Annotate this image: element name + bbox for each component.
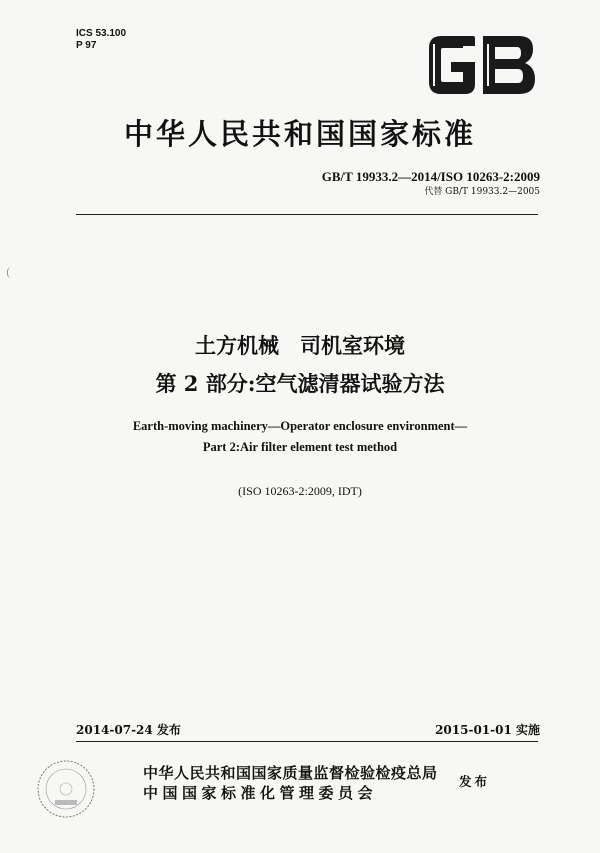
chinese-title-line-1: 土方机械 司机室环境	[195, 333, 405, 358]
margin-mark: (	[6, 266, 11, 279]
classification-codes	[76, 28, 126, 52]
gb-logo-icon	[425, 32, 537, 98]
replaces-note: 代替 GB/T 19933.2—2005	[424, 187, 540, 197]
issue-date: 2014-07-24 发布	[76, 723, 181, 737]
header-divider	[76, 214, 538, 215]
issuer-line-1: 中华人民共和国国家质量监督检验检疫总局	[143, 764, 438, 782]
organization-title: 中华人民共和国国家标准	[123, 117, 476, 151]
footer-divider	[76, 741, 538, 742]
implementation-date: 2015-01-01 实施	[435, 723, 540, 737]
ics-code: ICS 53.100	[76, 28, 127, 39]
standard-number: GB/T 19933.2—2014/ISO 10263-2:2009	[321, 169, 540, 184]
publish-label: 发布	[459, 774, 491, 789]
english-title-line-1: Earth-moving machinery—Operator enclosure environment—	[132, 419, 468, 433]
chinese-title-line-2: 第 2 部分:空气滤清器试验方法	[155, 371, 445, 396]
seal-stamp-icon	[35, 758, 97, 820]
english-title-line-2: Part 2:Air filter element test method	[202, 440, 398, 454]
issuer-line-2: 中国国家标准化管理委员会	[143, 784, 378, 802]
iso-equivalence: (ISO 10263-2:2009, IDT)	[238, 484, 362, 498]
ccs-code: P 97	[76, 40, 97, 51]
